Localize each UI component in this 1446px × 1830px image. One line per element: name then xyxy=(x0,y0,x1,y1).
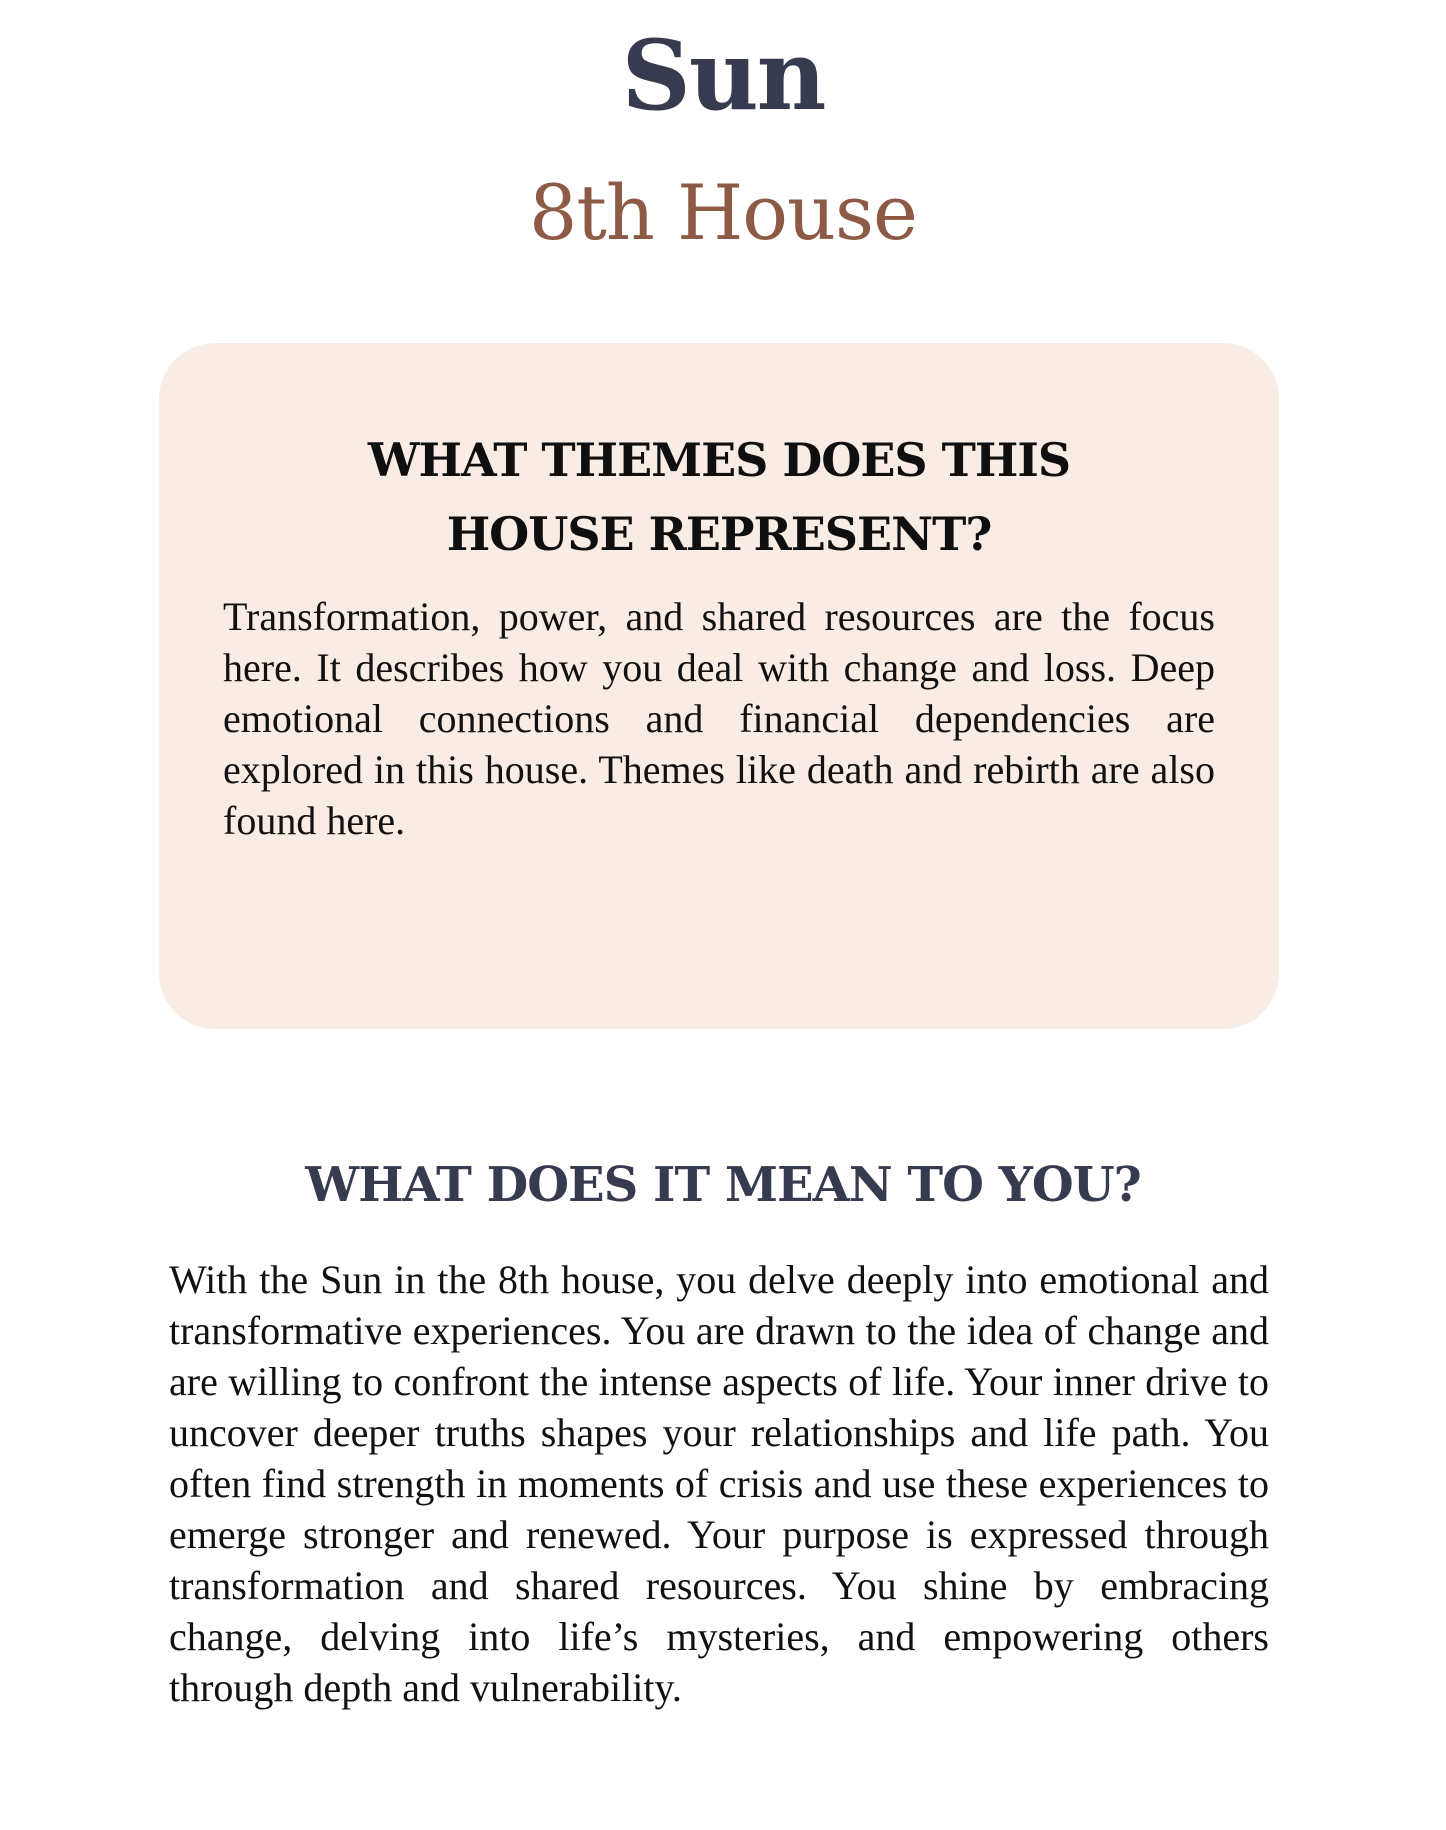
planet-title: Sun xyxy=(621,19,825,132)
house-title: 8th House xyxy=(529,168,917,257)
themes-heading-line-2: HOUSE REPRESENT? xyxy=(446,507,992,561)
themes-heading xyxy=(359,423,1079,571)
themes-card xyxy=(159,343,1279,1029)
meaning-heading: WHAT DOES IT MEAN TO YOU? xyxy=(305,1157,1141,1213)
themes-heading-line-1: WHAT THEMES DOES THIS xyxy=(367,433,1071,487)
meaning-body: With the Sun in the 8th house, you delve deeply into emotional and transformative experiences. You are drawn to the idea of change and are willing to confront the intense aspects of life. Your inner drive to uncover deeper truths shapes your relationships and life path. You often find strength in moments of crisis and use these experiences to emerge stronger and renewed. Your purpose is expressed through transformation and shared resources. You shine by embracing change, delving into life’s mysteries, and empowering others through depth and vulnerability. xyxy=(169,1257,1269,1710)
themes-body: Transformation, power, and shared resources are the focus here. It describes how you deal with change and loss. Deep emotional connections and financial dependencies are explored in this house. Themes like death and rebirth are also found here. xyxy=(223,594,1215,843)
